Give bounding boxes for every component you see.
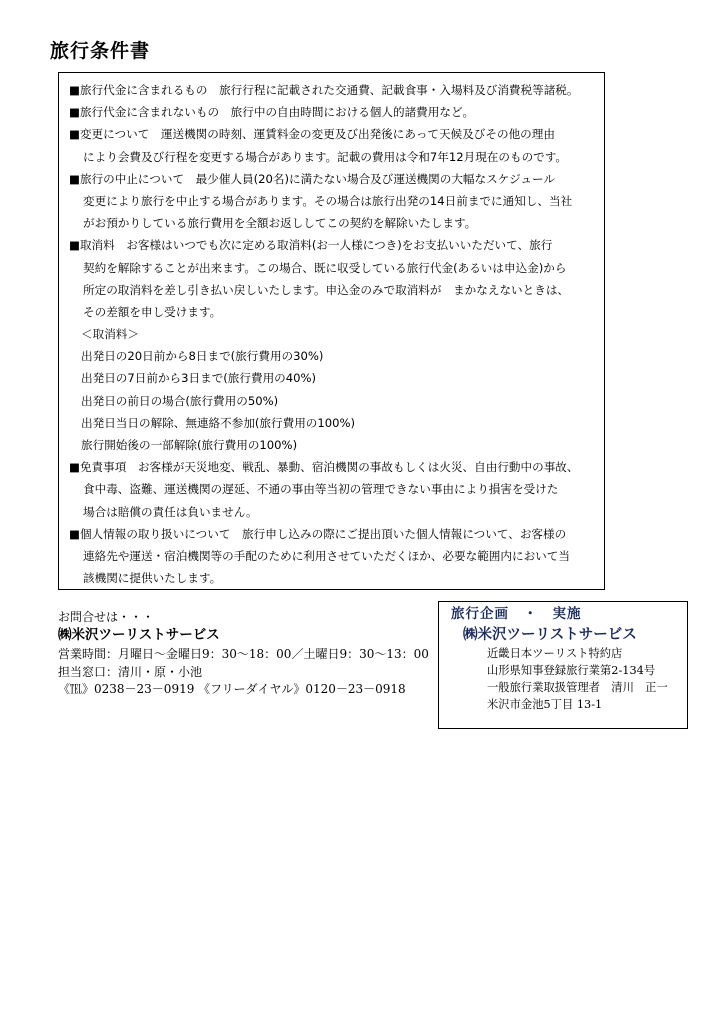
contact-section — [58, 609, 429, 699]
cancellation-fee-cont: その差額を申し受けます。 — [83, 304, 222, 319]
cancellation-of-tour: ■旅行の中止について 最少催人員(20名)に満たない場合及び運送機関の大幅なスケジュール — [69, 171, 555, 186]
planner-company: ㈱米沢ツーリストサービス — [463, 626, 637, 643]
conditions-box — [58, 72, 605, 590]
disclaimer-cont: 食中毒、盗難、運送機関の遅延、不通の事由等当初の管理できない事由により損害を受けた — [83, 482, 559, 497]
fee-item: 出発日の7日前から3日まで(旅行費用の40%) — [81, 371, 317, 386]
fee-item: 旅行開始後の一部解除(旅行費用の100%) — [81, 438, 298, 452]
planner-box — [438, 601, 688, 729]
cancellation-fee-cont: 所定の取消料を差し引き払い戻しいたします。申込金のみで取消料が まかなえないときは、 — [83, 282, 570, 297]
registration-number: 山形県知事登録旅行業第2-134号 — [487, 664, 656, 677]
cancellation-fee: ■取消料 お客様はいつでも次に定める取消料(お一人様につき)をお支払いいただいて、旅行 — [69, 238, 553, 253]
privacy-policy: ■個人情報の取り扱いについて 旅行申し込みの際にご提出頂いた個人情報について、お客様の — [69, 526, 567, 541]
planner-heading: 旅行企画 ・ 実施 — [451, 606, 582, 622]
fee-item: 出発日当日の解除、無連絡不参加(旅行費用の100%) — [81, 415, 356, 430]
fee-table-heading: ＜取消料＞ — [81, 327, 139, 342]
phone-numbers: 《℡》0238－23－0919 《フリーダイヤル》0120－23－0918 — [58, 682, 406, 696]
included-costs: ■旅行代金に含まれるもの 旅行行程に記載された交通費、記載食事・入場料及び消費税等諸税。 — [69, 83, 579, 97]
cancellation-fee-cont: 契約を解除することが出来ます。この場合、既に収受している旅行代金(あるいは申込金)から — [83, 260, 567, 275]
change-policy: ■変更について 運送機関の時刻、運賃料金の変更及び出発後にあって天候及びその他の理由 — [69, 127, 555, 142]
excluded-costs: ■旅行代金に含まれないもの 旅行中の自由時間における個人的諸費用など。 — [69, 105, 475, 120]
contact-company: ㈱米沢ツーリストサービス — [58, 626, 220, 643]
staff-contacts: 担当窓口：清川・原・小池 — [58, 664, 203, 679]
privacy-policy-cont: 該機関に提供いたします。 — [83, 571, 222, 586]
business-hours: 営業時間：月曜日～金曜日9：30～18：00／土曜日9：30～13：00 — [58, 647, 429, 661]
fee-item: 出発日の前日の場合(旅行費用の50%) — [81, 393, 279, 408]
disclaimer-cont: 場合は賠償の責任は負いません。 — [83, 504, 258, 519]
address: 米沢市金池5丁目 13-1 — [487, 698, 603, 711]
page-title: 旅行条件書 — [50, 40, 151, 62]
change-policy-cont: により会費及び行程を変更する場合があります。記載の費用は令和7年12月現在のものです。 — [83, 149, 568, 164]
disclaimer: ■免責事項 お客様が天災地変、戦乱、暴動、宿泊機関の事故もしくは火災、自由行動中の事故、 — [69, 460, 579, 475]
travel-manager: 一般旅行業取扱管理者 清川 正一 — [487, 681, 668, 694]
fee-item: 出発日の20日前から8日まで(旅行費用の30%) — [81, 349, 324, 364]
cancellation-of-tour-cont: がお預かりしている旅行費用を全額お返ししてこの契約を解除いたします。 — [83, 216, 477, 231]
contact-heading: お問合せは・・・ — [58, 610, 155, 624]
affiliation: 近畿日本ツーリスト特約店 — [487, 647, 623, 660]
cancellation-of-tour-cont: 変更により旅行を中止する場合があります。その場合は旅行出発の14日前までに通知し、当社 — [83, 193, 573, 208]
privacy-policy-cont: 連絡先や運送・宿泊機関等の手配のために利用させていただくほか、必要な範囲内において当 — [83, 548, 570, 563]
